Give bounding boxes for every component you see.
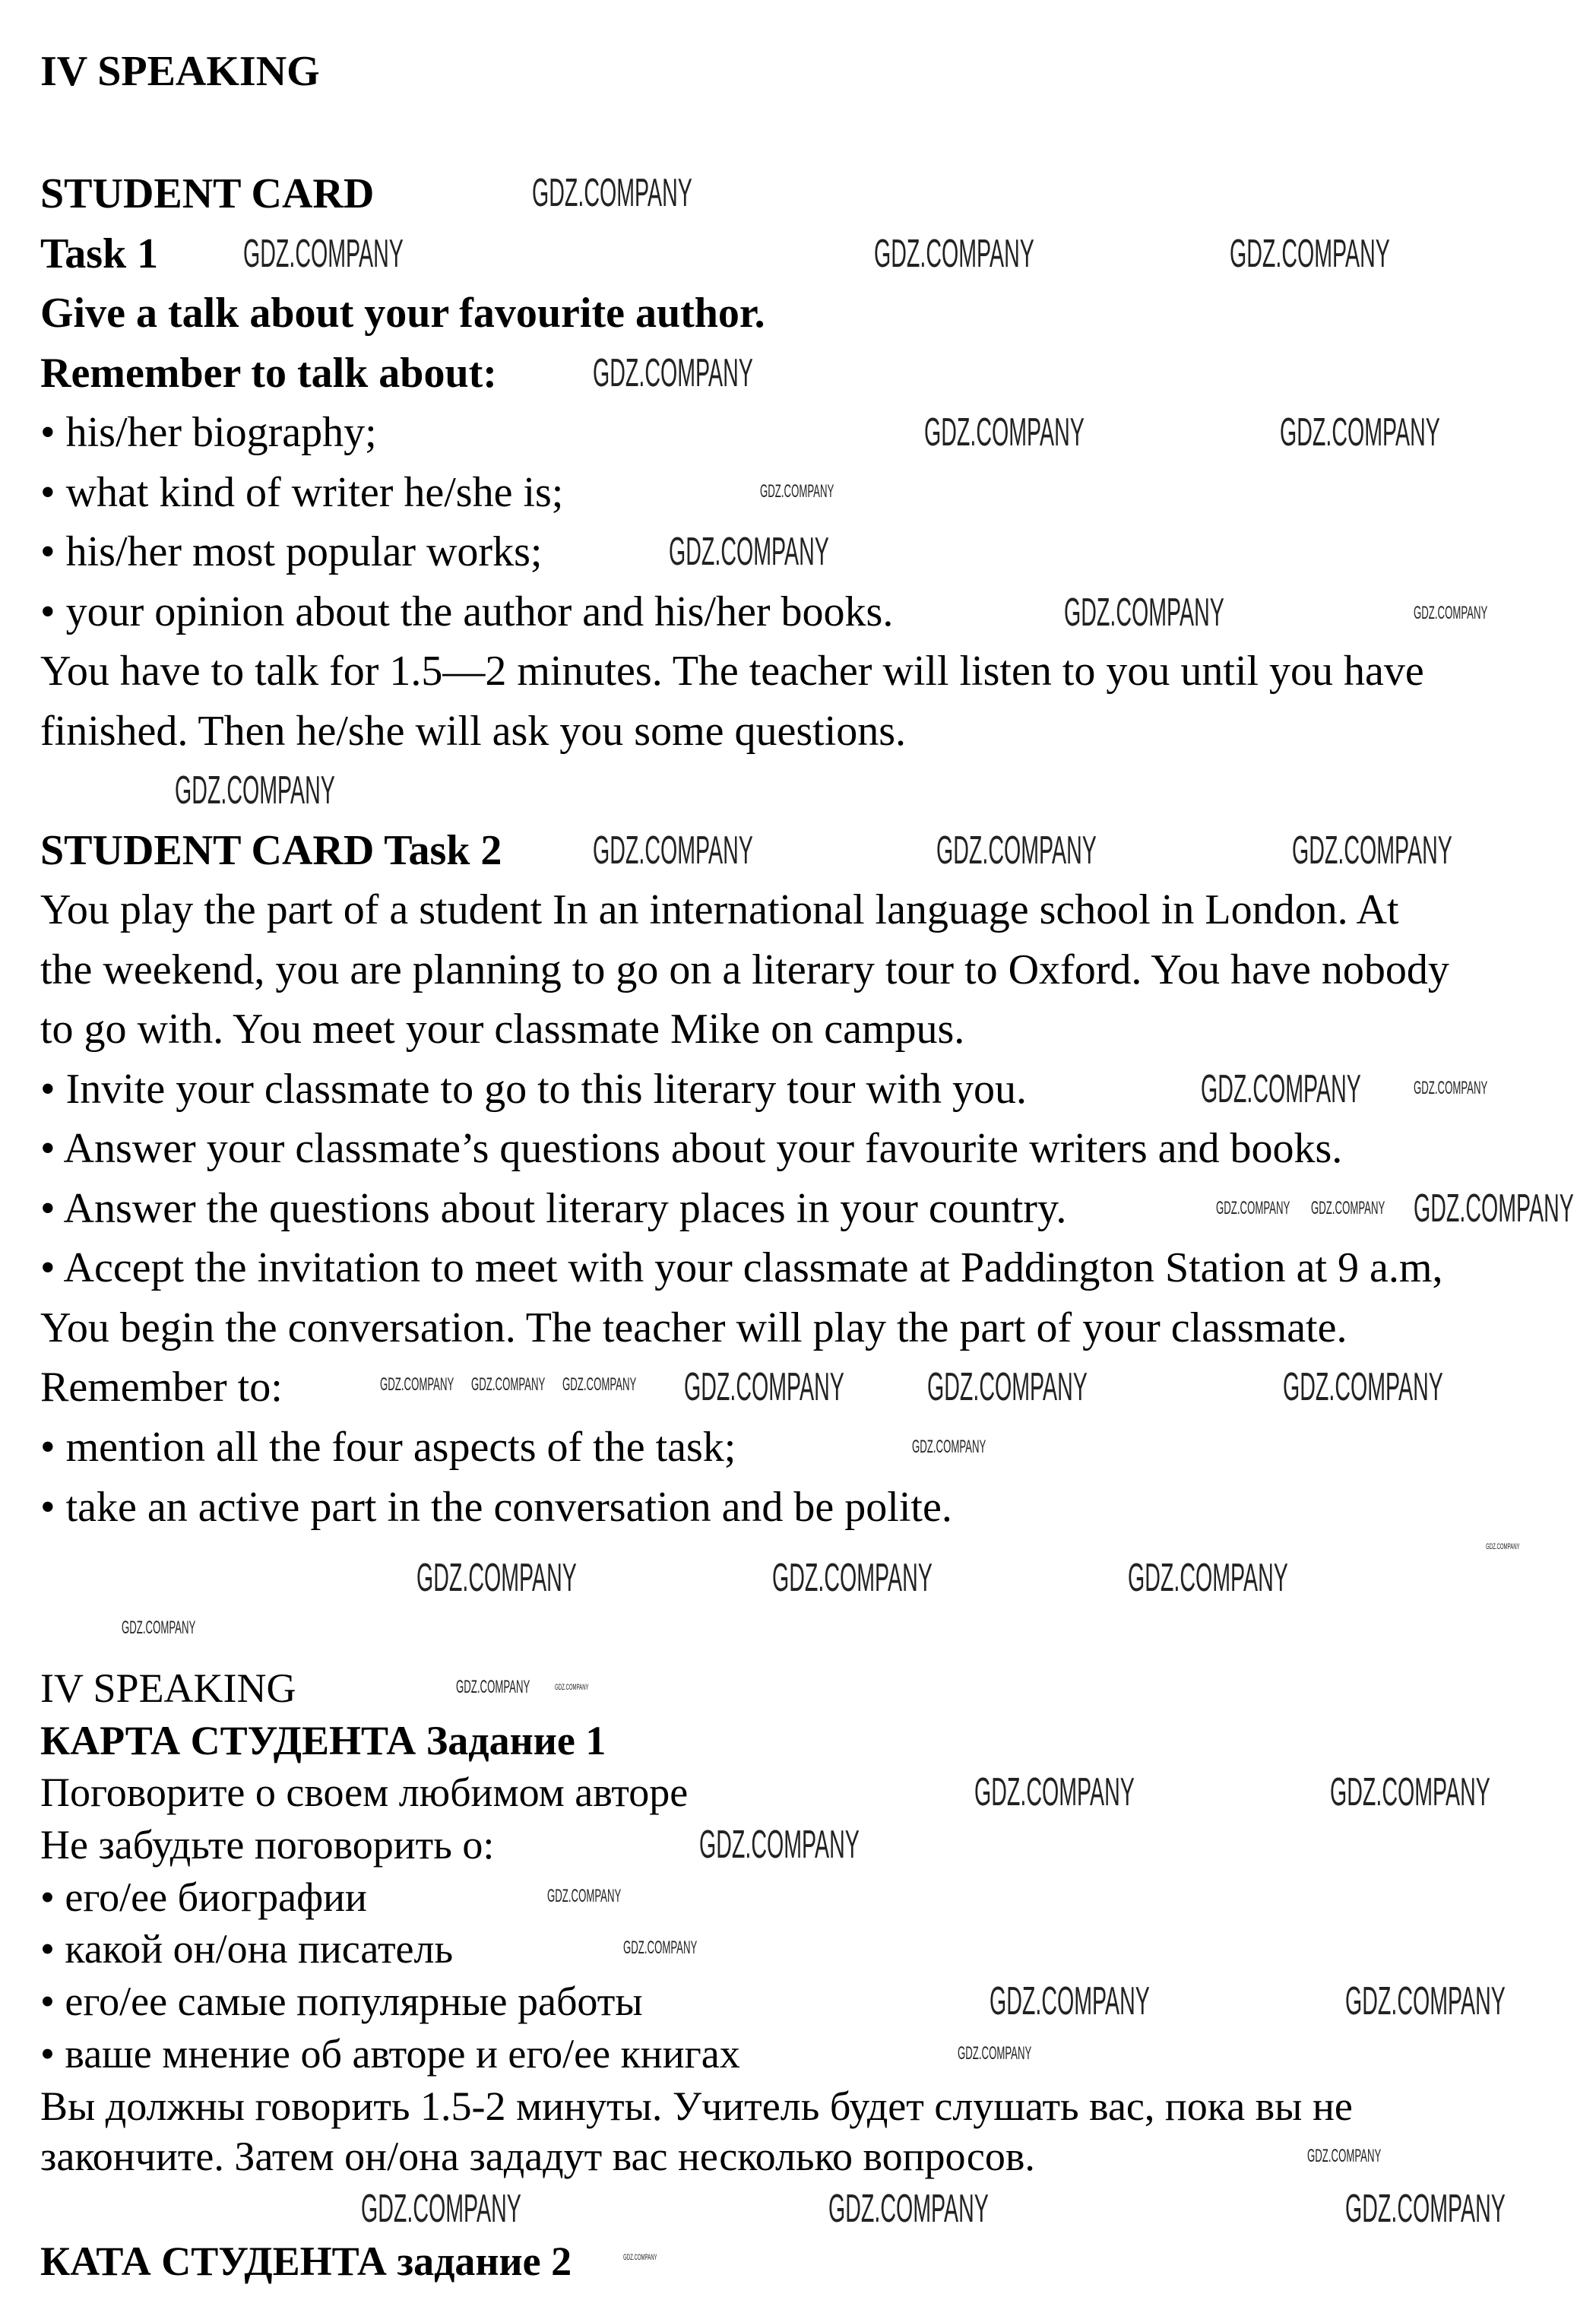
watermark: GDZ.COMPANY: [623, 2253, 657, 2262]
watermark: GDZ.COMPANY: [361, 2187, 521, 2231]
watermark: GDZ.COMPANY: [1311, 1198, 1385, 1218]
card2-title: STUDENT CARD Task 2: [40, 827, 502, 874]
list-item: • Invite your classmate to go to this literary tour with you.: [40, 1066, 1028, 1113]
list-item: • Answer the questions about literary places in your country.: [40, 1185, 1067, 1232]
watermark: GDZ.COMPANY: [974, 1770, 1135, 1814]
list-item: • your opinion about the author and his/her books.: [40, 588, 894, 635]
ru-card2-title: КАТА СТУДЕНТА задание 2: [40, 2238, 572, 2284]
watermark: GDZ.COMPANY: [243, 232, 404, 276]
watermark: GDZ.COMPANY: [990, 1979, 1150, 2023]
watermark: GDZ.COMPANY: [669, 530, 829, 574]
list-item: • какой он/она писатель: [40, 1926, 454, 1972]
ru-card1-instruction: Поговорите о своем любимом авторе: [40, 1769, 689, 1815]
watermark: GDZ.COMPANY: [1486, 1542, 1520, 1551]
section-title: IV SPEAKING: [40, 48, 320, 95]
watermark: GDZ.COMPANY: [1307, 2146, 1382, 2166]
list-item: • его/ее самые популярные работы: [40, 1979, 643, 2024]
card2-begin: You begin the conversation. The teacher will play the part of your classmate.: [40, 1304, 1347, 1351]
watermark: GDZ.COMPANY: [760, 481, 834, 502]
watermark: GDZ.COMPANY: [1064, 591, 1224, 635]
watermark: GDZ.COMPANY: [924, 410, 1085, 455]
watermark: GDZ.COMPANY: [1345, 1979, 1506, 2023]
watermark: GDZ.COMPANY: [1216, 1198, 1290, 1218]
watermark: GDZ.COMPANY: [936, 829, 1097, 873]
card1-note: finished. Then he/she will ask you some questions.: [40, 708, 907, 755]
watermark: GDZ.COMPANY: [772, 1556, 933, 1600]
watermark: GDZ.COMPANY: [1128, 1556, 1288, 1600]
watermark: GDZ.COMPANY: [416, 1556, 577, 1600]
watermark: GDZ.COMPANY: [175, 768, 335, 813]
list-item: • ваше мнение об авторе и его/ее книгах: [40, 2031, 740, 2077]
watermark: GDZ.COMPANY: [555, 1683, 589, 1692]
list-item: • his/her biography;: [40, 409, 377, 456]
watermark: GDZ.COMPANY: [1414, 1187, 1574, 1231]
card1-remember: Remember to talk about:: [40, 350, 497, 397]
watermark: GDZ.COMPANY: [471, 1374, 546, 1395]
card1-note: You have to talk for 1.5—2 minutes. The teacher will listen to you until you have: [40, 648, 1424, 695]
list-item: • его/ее биографии: [40, 1874, 367, 1920]
watermark: GDZ.COMPANY: [623, 1937, 698, 1958]
watermark: GDZ.COMPANY: [593, 829, 753, 873]
watermark: GDZ.COMPANY: [1283, 1365, 1443, 1409]
ru-section-title: IV SPEAKING: [40, 1665, 296, 1711]
watermark: GDZ.COMPANY: [532, 171, 692, 215]
watermark: GDZ.COMPANY: [828, 2187, 989, 2231]
watermark: GDZ.COMPANY: [1292, 829, 1452, 873]
watermark: GDZ.COMPANY: [456, 1677, 530, 1697]
watermark: GDZ.COMPANY: [912, 1437, 986, 1457]
card1-instruction: Give a talk about your favourite author.: [40, 290, 765, 337]
list-item: • mention all the four aspects of the task;: [40, 1424, 736, 1471]
watermark: GDZ.COMPANY: [593, 351, 753, 395]
list-item: • what kind of writer he/she is;: [40, 469, 564, 516]
card2-intro: to go with. You meet your classmate Mike on campus.: [40, 1006, 965, 1053]
card1-title: STUDENT CARD: [40, 170, 375, 217]
card1-task: Task 1: [40, 230, 159, 277]
watermark: GDZ.COMPANY: [1345, 2187, 1506, 2231]
list-item: • take an active part in the conversation and be polite.: [40, 1484, 952, 1531]
list-item: • Answer your classmate’s questions about your favourite writers and books.: [40, 1125, 1343, 1172]
watermark: GDZ.COMPANY: [1414, 1078, 1488, 1098]
card2-intro: the weekend, you are planning to go on a literary tour to Oxford. You have nobody: [40, 946, 1449, 993]
watermark: GDZ.COMPANY: [122, 1617, 196, 1638]
watermark: GDZ.COMPANY: [1230, 232, 1390, 276]
card2-intro: You play the part of a student In an international language school in London. At: [40, 886, 1399, 933]
ru-card1-note: Вы должны говорить 1.5-2 минуты. Учитель будет слушать вас, пока вы не: [40, 2083, 1353, 2129]
ru-card1-note: закончите. Затем он/она зададут вас несколько вопросов.: [40, 2134, 1035, 2179]
watermark: GDZ.COMPANY: [562, 1374, 637, 1395]
watermark: GDZ.COMPANY: [1201, 1067, 1361, 1111]
watermark: GDZ.COMPANY: [874, 232, 1034, 276]
watermark: GDZ.COMPANY: [380, 1374, 454, 1395]
card2-remember: Remember to:: [40, 1364, 283, 1411]
watermark: GDZ.COMPANY: [547, 1886, 622, 1906]
list-item: • Accept the invitation to meet with your classmate at Paddington Station at 9 a.m,: [40, 1244, 1443, 1291]
watermark: GDZ.COMPANY: [684, 1365, 844, 1409]
list-item: • his/her most popular works;: [40, 528, 543, 575]
watermark: GDZ.COMPANY: [699, 1823, 860, 1867]
watermark: GDZ.COMPANY: [958, 2043, 1032, 2064]
ru-card1-title: КАРТА СТУДЕНТА Задание 1: [40, 1718, 606, 1763]
watermark: GDZ.COMPANY: [1414, 603, 1488, 623]
ru-card1-remember: Не забудьте поговорить о:: [40, 1822, 495, 1868]
watermark: GDZ.COMPANY: [927, 1365, 1088, 1409]
watermark: GDZ.COMPANY: [1280, 410, 1440, 455]
watermark: GDZ.COMPANY: [1330, 1770, 1490, 1814]
